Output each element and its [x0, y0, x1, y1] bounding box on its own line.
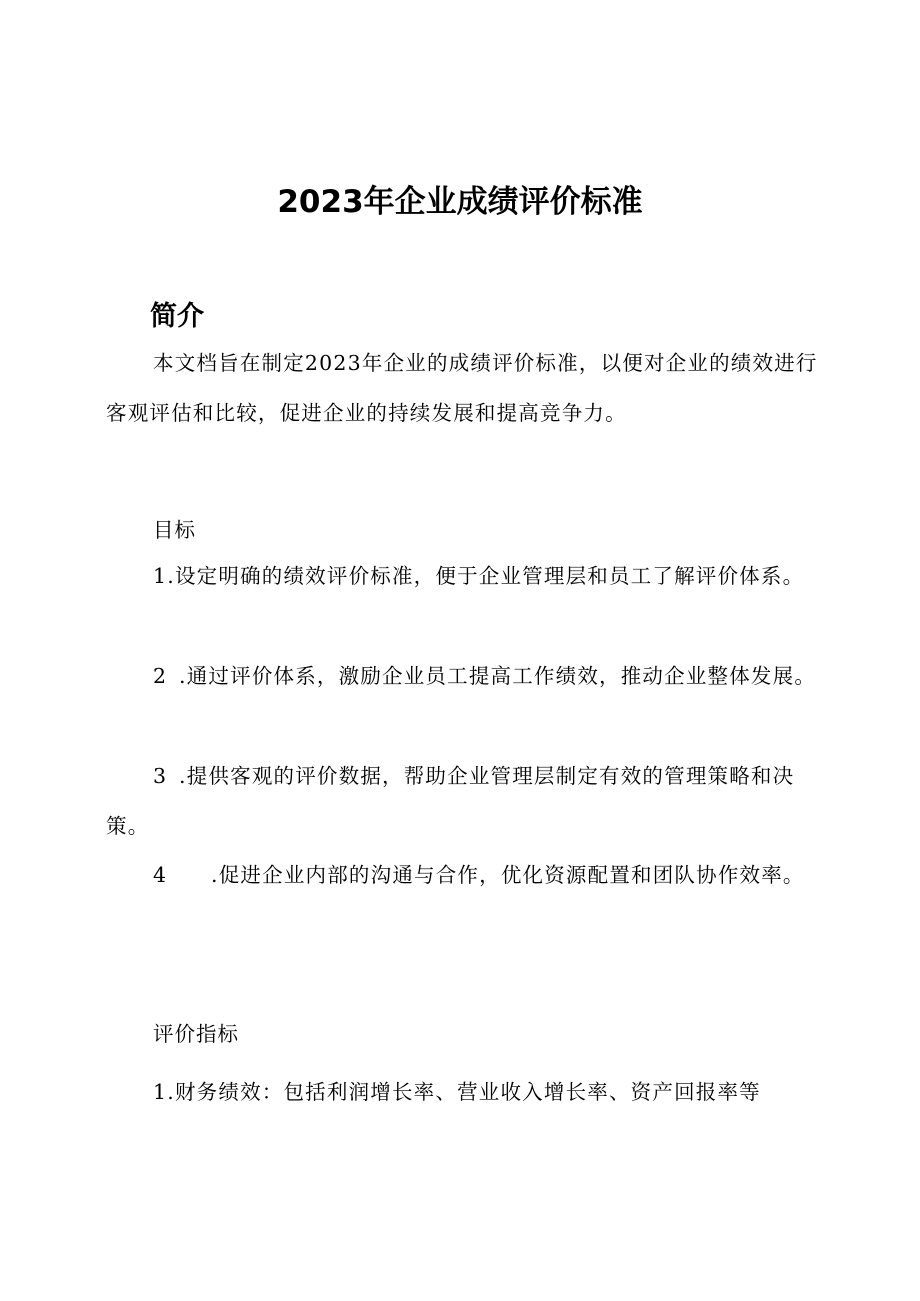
goal-item-2 [106, 651, 818, 701]
goal-number: 4 [153, 863, 168, 887]
intro-paragraph: 本文档旨在制定2023年企业的成绩评价标准，以便对企业的绩效进行客观评估和比较，促进企业的持续发展和提高竞争力。 [106, 351, 818, 425]
document-title: 2023年企业成绩评价标准 [277, 184, 643, 220]
goal-number: 2 [153, 664, 168, 688]
goal-item-1 [106, 551, 818, 601]
goals-heading: 目标 [153, 518, 196, 542]
goal-number: 3 [153, 764, 168, 788]
goal-text: .通过评价体系，激励企业员工提高工作绩效，推动企业整体发展。 [179, 664, 817, 688]
indicators-heading: 评价指标 [153, 1022, 239, 1046]
indicator-text: 财务绩效：包括利润增长率、营业收入增长率、资产回报率等 [174, 1080, 761, 1104]
goal-text: 设定明确的绩效评价标准，便于企业管理层和员工了解评价体系。 [174, 564, 805, 588]
goal-item-3 [106, 751, 818, 851]
goal-number: 1. [153, 564, 175, 588]
intro-heading: 简介 [150, 301, 204, 332]
indicator-number: 1. [153, 1080, 175, 1104]
indicator-item-1 [106, 1067, 818, 1117]
goal-item-4 [106, 850, 818, 900]
goal-text: .促进企业内部的沟通与合作，优化资源配置和团队协作效率。 [211, 863, 805, 887]
goal-text: .提供客观的评价数据，帮助企业管理层制定有效的管理策略和决策。 [106, 764, 795, 838]
